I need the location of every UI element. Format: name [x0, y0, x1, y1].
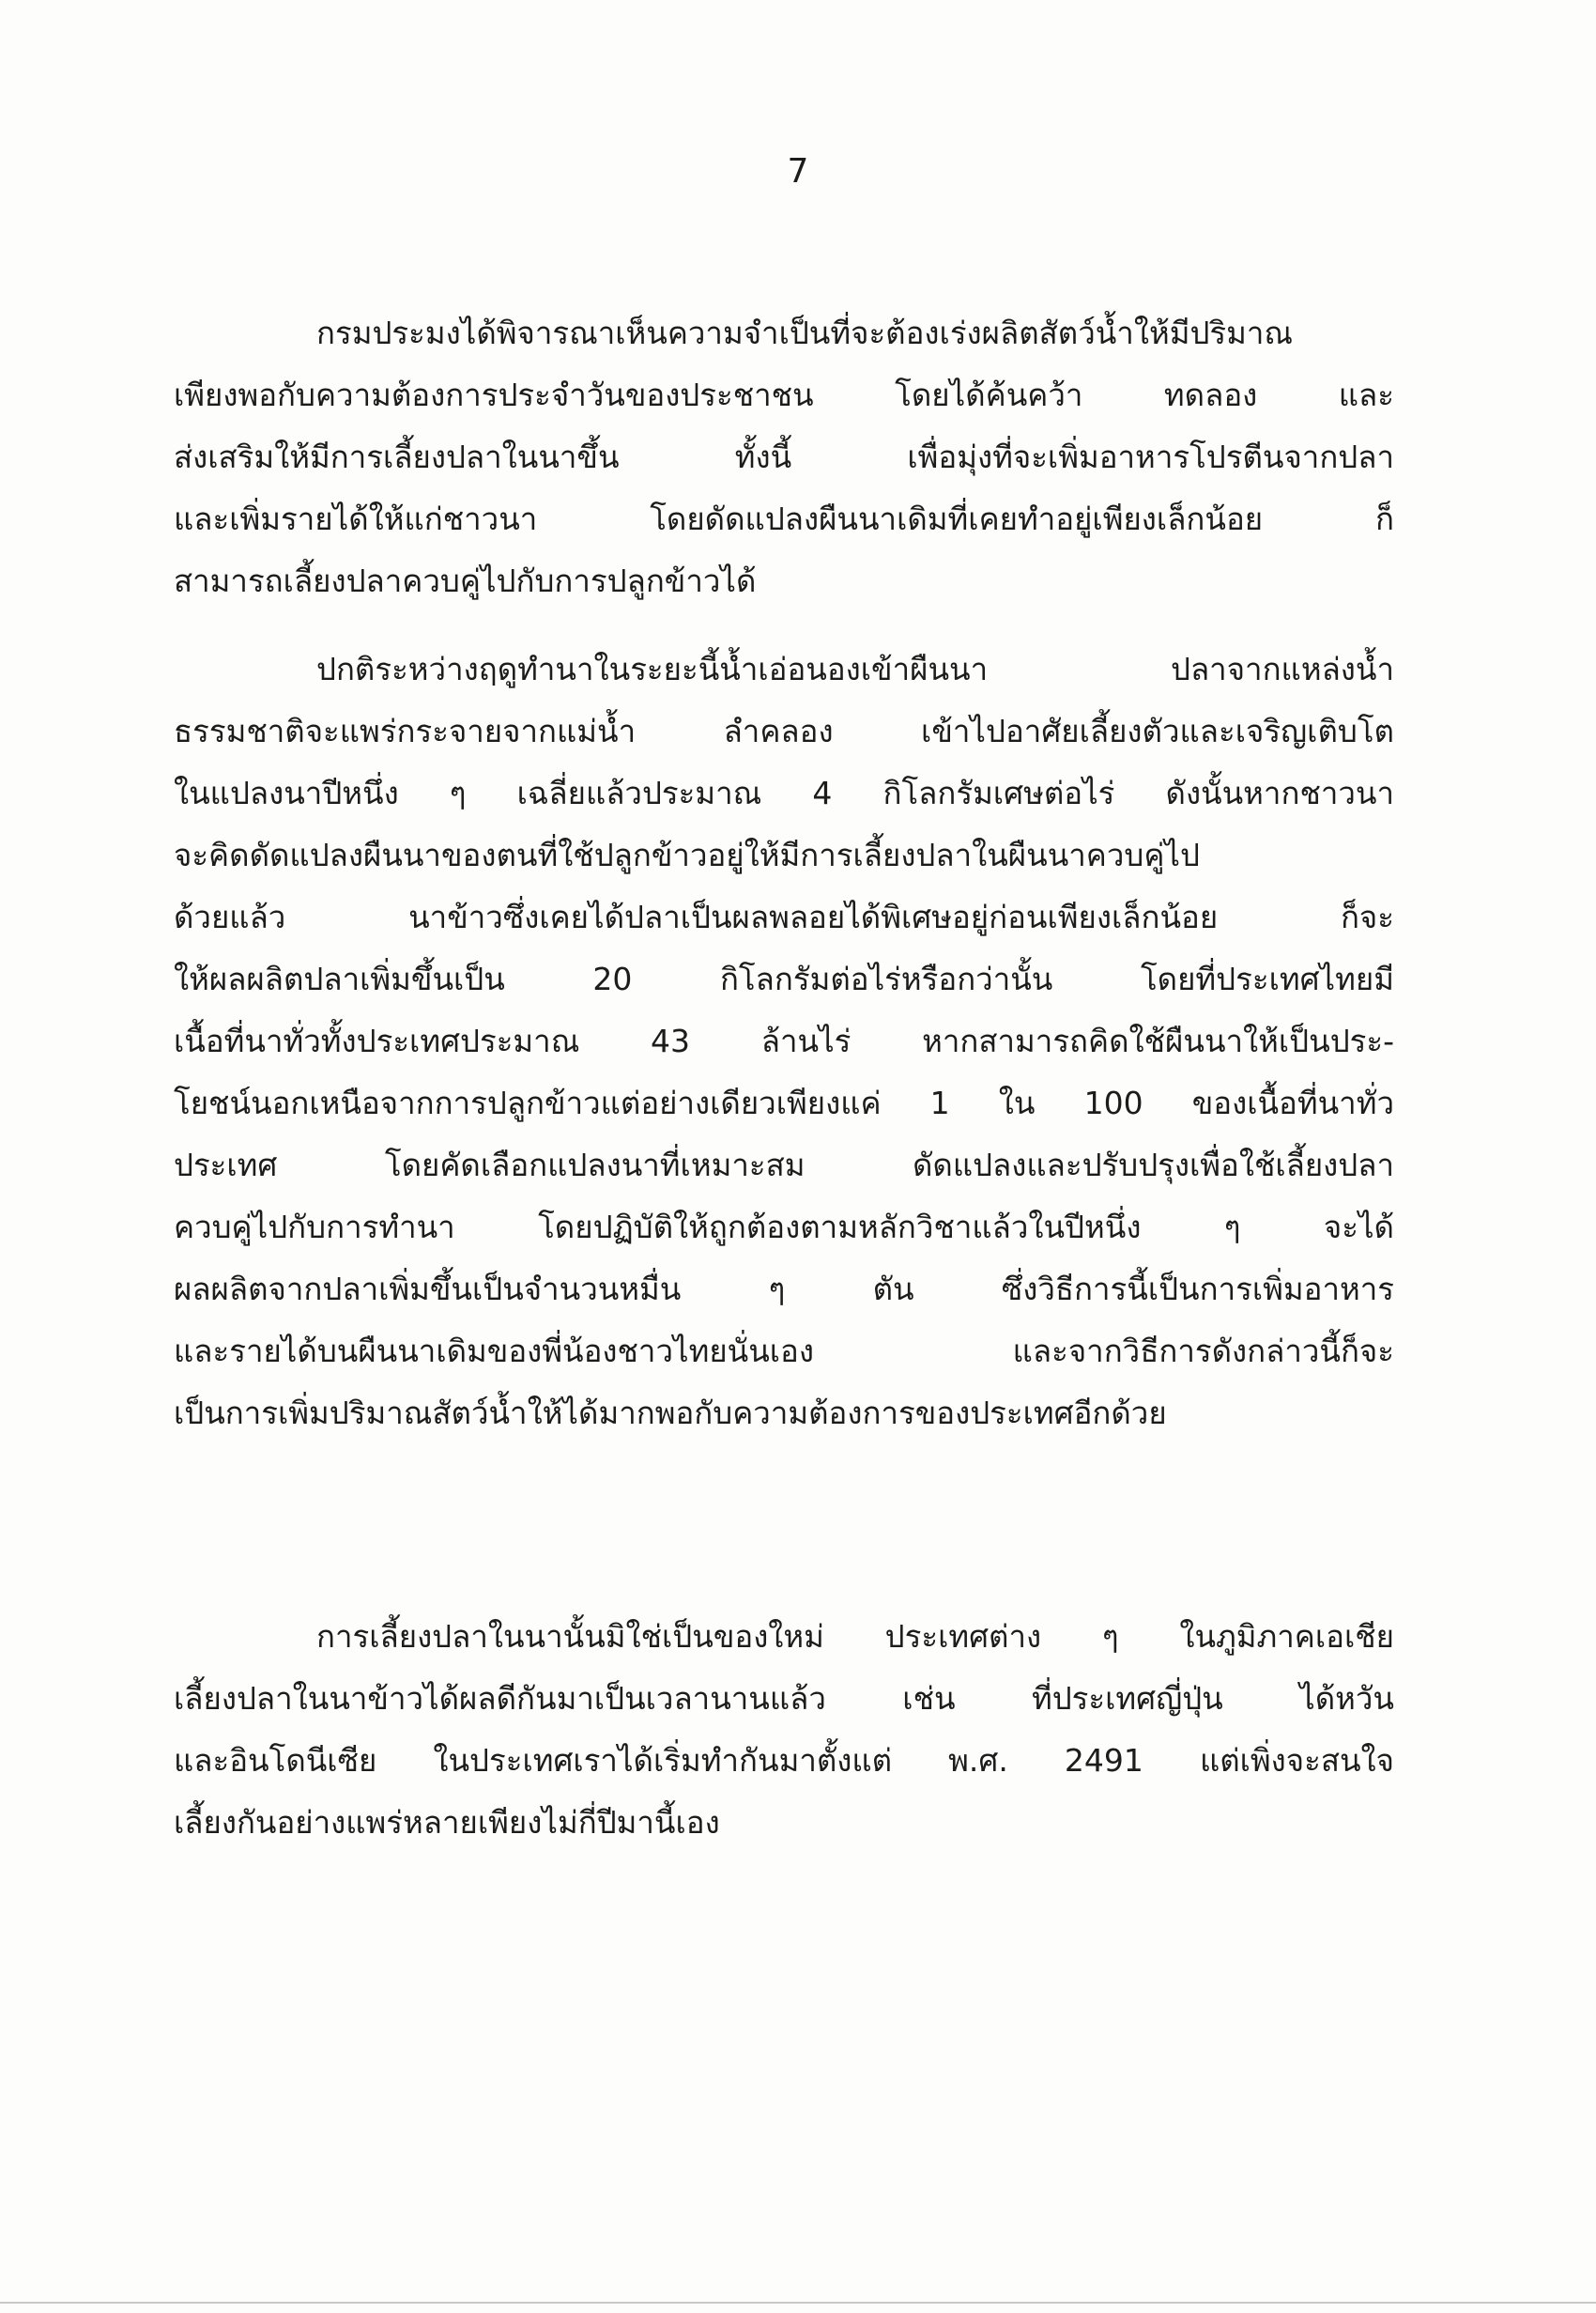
paragraph-line: การเลี้ยงปลาในนานั้นมิใช่เป็นของใหม่ ประเทศต่าง ๆ ในภูมิภาคเอเชีย: [316, 1618, 1394, 1655]
paragraph-line: สามารถเลี้ยงปลาควบคู่ไปกับการปลูกข้าวได้: [174, 563, 757, 599]
paragraph-line: ธรรมชาติจะแพร่กระจายจากแม่น้ำ ลำคลอง เข้าไปอาศัยเลี้ยงตัวและเจริญเติบโต: [174, 713, 1394, 749]
paragraph-line: เนื้อที่นาทั่วทั้งประเทศประมาณ 43 ล้านไร่ หากสามารถคิดใช้ผืนนาให้เป็นประ-: [174, 1023, 1394, 1059]
paragraph-2: [174, 639, 1394, 1444]
paragraph-1: [174, 302, 1394, 612]
page-number: 7: [787, 152, 809, 191]
paragraph-line: ให้ผลผลิตปลาเพิ่มขึ้นเป็น 20 กิโลกรัมต่อไร่หรือกว่านั้น โดยที่ประเทศไทยมี: [174, 961, 1394, 997]
paragraph-line: จะคิดดัดแปลงผืนนาของตนที่ใช้ปลูกข้าวอยู่ให้มีการเลี้ยงปลาในผืนนาควบคู่ไป: [174, 837, 1200, 873]
paragraph-line: และอินโดนีเซีย ในประเทศเราได้เริ่มทำกันมาตั้งแต่ พ.ศ. 2491 แต่เพิ่งจะสนใจ: [174, 1742, 1394, 1779]
paragraph-line: และเพิ่มรายได้ให้แก่ชาวนา โดยดัดแปลงผืนนาเดิมที่เคยทำอยู่เพียงเล็กน้อย ก็: [174, 501, 1394, 537]
paragraph-3: [174, 1606, 1394, 1854]
paragraph-line: เป็นการเพิ่มปริมาณสัตว์น้ำให้ได้มากพอกับความต้องการของประเทศอีกด้วย: [174, 1395, 1167, 1431]
paragraph-line: ประเทศ โดยคัดเลือกแปลงนาที่เหมาะสม ดัดแปลงและปรับปรุงเพื่อใช้เลี้ยงปลา: [174, 1147, 1394, 1183]
paragraph-line: ควบคู่ไปกับการทำนา โดยปฏิบัติให้ถูกต้องตามหลักวิชาแล้วในปีหนึ่ง ๆ จะได้: [174, 1209, 1394, 1245]
paragraph-line: ในแปลงนาปีหนึ่ง ๆ เฉลี่ยแล้วประมาณ 4 กิโลกรัมเศษต่อไร่ ดังนั้นหากชาวนา: [174, 775, 1394, 811]
paragraph-line: และรายได้บนผืนนาเดิมของพี่น้องชาวไทยนั่นเอง และจากวิธีการดังกล่าวนี้ก็จะ: [174, 1333, 1394, 1369]
paragraph-line: ผลผลิตจากปลาเพิ่มขึ้นเป็นจำนวนหมื่น ๆ ตัน ซึ่งวิธีการนี้เป็นการเพิ่มอาหาร: [174, 1271, 1394, 1307]
paragraph-line: โยชน์นอกเหนือจากการปลูกข้าวแต่อย่างเดียวเพียงแค่ 1 ใน 100 ของเนื้อที่นาทั่ว: [174, 1085, 1394, 1121]
page-bottom-edge: [0, 2302, 1596, 2304]
paragraph-line: เลี้ยงปลาในนาข้าวได้ผลดีกันมาเป็นเวลานานแล้ว เช่น ที่ประเทศญี่ปุ่น ได้หวัน: [174, 1680, 1394, 1717]
paragraph-line: ส่งเสริมให้มีการเลี้ยงปลาในนาขึ้น ทั้งนี้ เพื่อมุ่งที่จะเพิ่มอาหารโปรตีนจากปลา: [174, 439, 1394, 475]
paragraph-line: เลี้ยงกันอย่างแพร่หลายเพียงไม่กี่ปีมานี้เอง: [174, 1804, 720, 1841]
paragraph-line: ปกติระหว่างฤดูทำนาในระยะนี้น้ำเอ่อนองเข้าผืนนา ปลาจากแหล่งน้ำ: [316, 651, 1394, 687]
paragraph-line: กรมประมงได้พิจารณาเห็นความจำเป็นที่จะต้องเร่งผลิตสัตว์น้ำให้มีปริมาณ: [316, 315, 1294, 351]
paragraph-line: ด้วยแล้ว นาข้าวซึ่งเคยได้ปลาเป็นผลพลอยได้พิเศษอยู่ก่อนเพียงเล็กน้อย ก็จะ: [174, 899, 1394, 935]
paragraph-line: เพียงพอกับความต้องการประจำวันของประชาชน โดยได้ค้นคว้า ทดลอง และ: [174, 377, 1394, 413]
